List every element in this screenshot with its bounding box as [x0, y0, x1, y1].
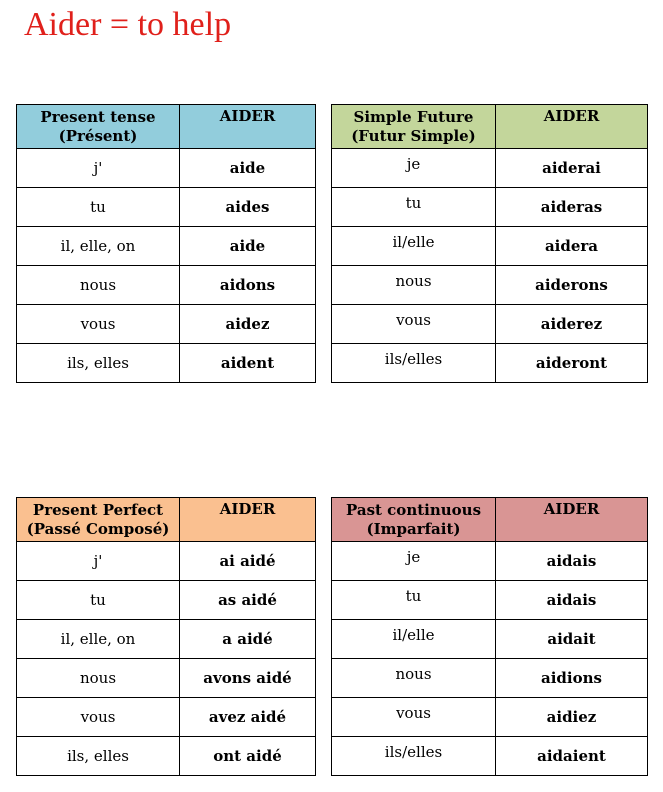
pronoun-cell: j' [17, 149, 180, 188]
pronoun-cell: je [332, 542, 496, 581]
tense-header-cell [17, 105, 180, 149]
conjugation-cell: a aidé [180, 620, 316, 659]
table-row [332, 542, 648, 581]
verb-header-cell [496, 498, 648, 542]
pronoun-cell: ils, elles [17, 344, 180, 383]
pronoun-cell: il/elle [332, 227, 496, 266]
table-row [17, 581, 316, 620]
conjugation-cell: aides [180, 188, 316, 227]
table-header-row [332, 498, 648, 542]
conjugation-cell: aidiez [496, 698, 648, 737]
pronoun-cell: nous [332, 266, 496, 305]
conjugation-cell: aiderez [496, 305, 648, 344]
table-row [332, 698, 648, 737]
conjugation-cell: ai aidé [180, 542, 316, 581]
pronoun-cell: il, elle, on [17, 620, 180, 659]
pronoun-cell: nous [332, 659, 496, 698]
verb-infinitive: AIDER [219, 107, 276, 125]
imparfait-table [331, 497, 648, 776]
verb-header-cell [180, 498, 316, 542]
table-header-row [332, 105, 648, 149]
table-row [17, 188, 316, 227]
tense-french-name: (Présent) [58, 126, 138, 145]
table-row [17, 305, 316, 344]
table-header-row [17, 498, 316, 542]
table-row [332, 620, 648, 659]
conjugation-cell: aideras [496, 188, 648, 227]
verb-infinitive: AIDER [543, 500, 600, 518]
page-title: Aider = to help [24, 6, 232, 43]
tense-name: Present Perfect [32, 500, 164, 519]
present-perfect-table [16, 497, 316, 776]
table-row [332, 227, 648, 266]
table-header-row [17, 105, 316, 149]
conjugation-cell: as aidé [180, 581, 316, 620]
table-row [332, 188, 648, 227]
pronoun-cell: nous [17, 266, 180, 305]
conjugation-cell: aidions [496, 659, 648, 698]
pronoun-cell: il, elle, on [17, 227, 180, 266]
tense-french-name: (Imparfait) [366, 519, 461, 538]
pronoun-cell: vous [332, 698, 496, 737]
table-row [17, 266, 316, 305]
conjugation-cell: avez aidé [180, 698, 316, 737]
verb-header-cell [496, 105, 648, 149]
table-row [17, 737, 316, 776]
tense-header-cell [332, 105, 496, 149]
tense-french-name: (Futur Simple) [351, 126, 476, 145]
pronoun-cell: ils, elles [17, 737, 180, 776]
table-row [17, 542, 316, 581]
table-row [17, 149, 316, 188]
conjugation-cell: aiderons [496, 266, 648, 305]
pronoun-cell: je [332, 149, 496, 188]
tense-header-cell [17, 498, 180, 542]
verb-infinitive: AIDER [543, 107, 600, 125]
tense-header-cell [332, 498, 496, 542]
pronoun-cell: ils/elles [332, 344, 496, 383]
conjugation-cell: aiderai [496, 149, 648, 188]
conjugation-cell: aidaient [496, 737, 648, 776]
tense-name: Present tense [40, 107, 156, 126]
tense-french-name: (Passé Composé) [26, 519, 170, 538]
conjugation-cell: aidais [496, 542, 648, 581]
pronoun-cell: nous [17, 659, 180, 698]
table-row [332, 581, 648, 620]
table-row [17, 344, 316, 383]
conjugation-cell: aideront [496, 344, 648, 383]
pronoun-cell: vous [17, 305, 180, 344]
conjugation-cell: avons aidé [180, 659, 316, 698]
conjugation-cell: aidais [496, 581, 648, 620]
table-row [332, 659, 648, 698]
conjugation-cell: aidez [180, 305, 316, 344]
pronoun-cell: tu [332, 188, 496, 227]
conjugation-cell: aident [180, 344, 316, 383]
pronoun-cell: vous [17, 698, 180, 737]
conjugation-cell: aide [180, 149, 316, 188]
pronoun-cell: tu [17, 581, 180, 620]
pronoun-cell: ils/elles [332, 737, 496, 776]
present-tense-table [16, 104, 316, 383]
table-row [332, 149, 648, 188]
table-row [17, 227, 316, 266]
table-row [17, 659, 316, 698]
pronoun-cell: vous [332, 305, 496, 344]
pronoun-cell: tu [332, 581, 496, 620]
conjugation-cell: aidera [496, 227, 648, 266]
verb-header-cell [180, 105, 316, 149]
simple-future-table [331, 104, 648, 383]
table-row [332, 266, 648, 305]
table-row [332, 305, 648, 344]
conjugation-cell: aidait [496, 620, 648, 659]
conjugation-cell: aidons [180, 266, 316, 305]
tense-name: Past continuous [345, 500, 482, 519]
tense-name: Simple Future [353, 107, 474, 126]
table-row [17, 698, 316, 737]
verb-infinitive: AIDER [219, 500, 276, 518]
table-row [17, 620, 316, 659]
pronoun-cell: j' [17, 542, 180, 581]
pronoun-cell: il/elle [332, 620, 496, 659]
table-row [332, 344, 648, 383]
conjugation-cell: ont aidé [180, 737, 316, 776]
conjugation-cell: aide [180, 227, 316, 266]
table-row [332, 737, 648, 776]
pronoun-cell: tu [17, 188, 180, 227]
